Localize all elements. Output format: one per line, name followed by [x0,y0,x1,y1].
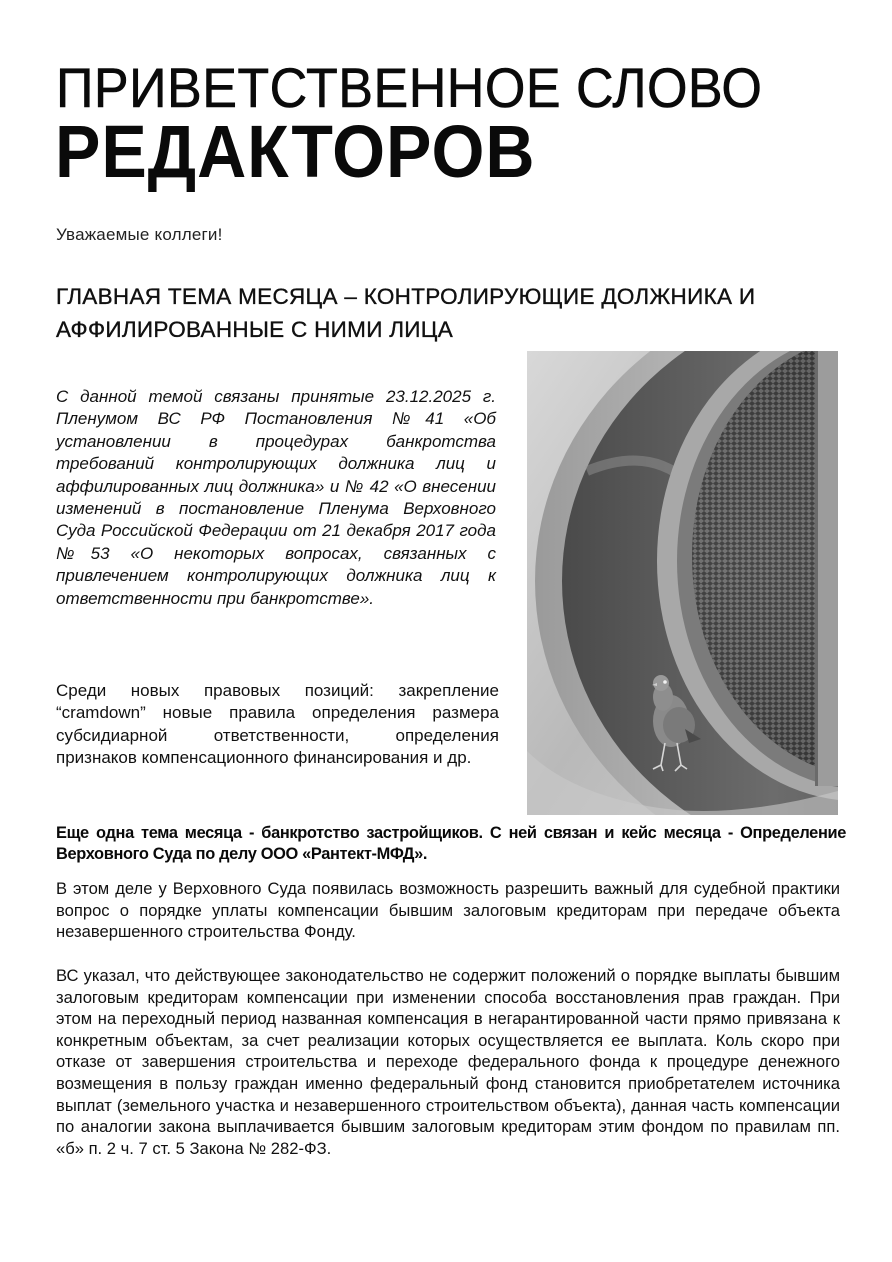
intro-paragraph: С данной темой связаны принятые 23.12.2025 г. Пленумом ВС РФ Постановления №41 «Об установлении в процедурах банкротства требований контролирующих должника лиц и аффилированных лиц должника» и № 42 «О внесении изменений в постановление Пленума Верховного Суда Российской Федерации от 21 декабря 2017 года №53 «О некоторых вопросах, связанных с привлечением контролирующих должника лиц к ответственности при банкротстве». [56,387,496,608]
case-paragraph-2: ВС указал, что действующее законодательство не содержит положений о порядке выплаты бывшим залоговым кредиторам компенсации при изменении способа восстановления прав граждан. При этом на переходный период названная компенсация в негарантированной части прямо привязана к конкретным объектам, за счет реализации которых осуществляется ее выплата. Коль скоро при отказе от завершения строительства и переходе федерального фонда к процедуре денежного возмещения в пользу граждан именно федеральный фонд становится приобретателем источника выплат (земельного участка и незавершенного строительством объекта), данная часть компенсации по аналогии закона выплачивается бывшим залоговым кредиторам этим фондом по правилам пп. «б» п. 2 ч. 7 ст. 5 Закона № 282-ФЗ. [56,966,840,1158]
page-title-line-2: РЕДАКТОРОВ [55,110,536,193]
photo-pigeon-duct-icon [527,351,838,815]
case-paragraph-1: В этом деле у Верховного Суда появилась возможность разрешить важный для судебной практики вопрос о порядке уплаты компенсации бывшим залоговым кредиторам при передаче объекта незавершенного строительства Фонду. [56,879,840,942]
new-positions-paragraph: Среди новых правовых позиций: закрепление “cramdown” новые правила определения размера субсидиарной ответственности, определения признаков компенсационного финансирования и др. [56,681,499,768]
page-title-line-1: ПРИВЕТСТВЕННОЕ СЛОВО [56,56,763,119]
greeting: Уважаемые коллеги! [56,225,223,244]
pigeon-photo [527,351,838,815]
case-of-month-lead: Еще одна тема месяца - банкротство застройщиков. С ней связан и кейс месяца - Определение Верховного Суда по делу ООО «Рантект-МФД». [56,824,846,863]
section-heading: ГЛАВНАЯ ТЕМА МЕСЯЦА – КОНТРОЛИРУЮЩИЕ ДОЛЖНИКА И АФФИЛИРОВАННЫЕ С НИМИ ЛИЦА [56,284,756,342]
